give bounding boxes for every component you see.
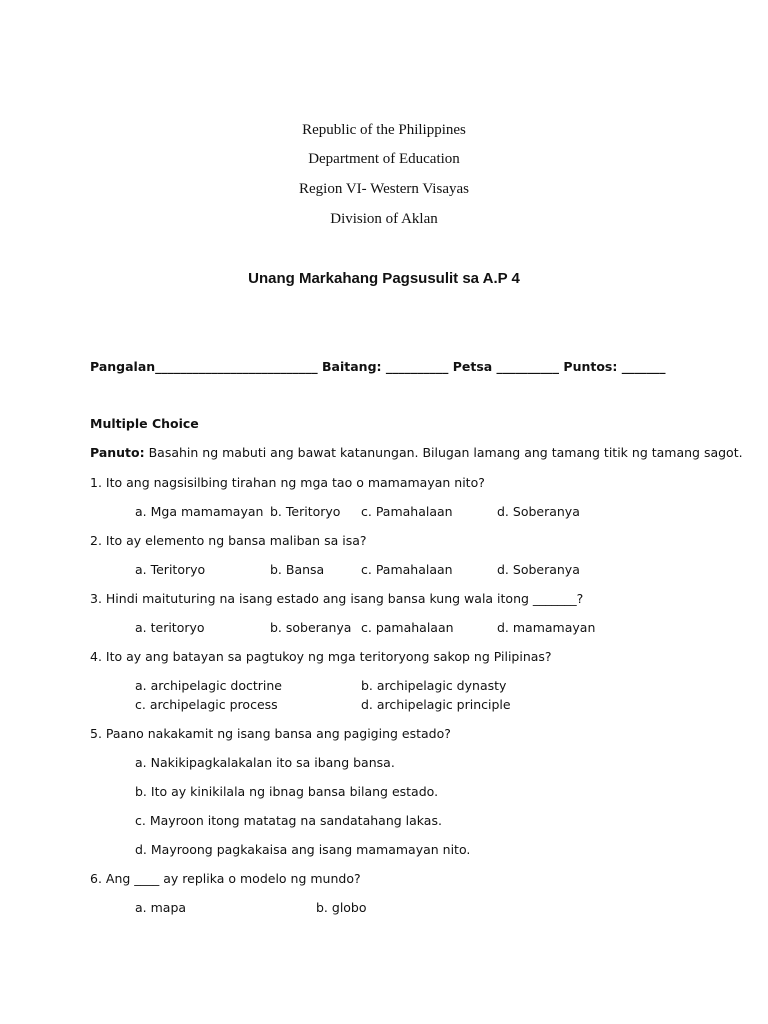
question-5: 5. Paano nakakamit ng isang bansa ang pagiging estado? [90, 726, 451, 741]
q6-choice-b[interactable]: b. globo [316, 900, 367, 915]
q5-choice-b[interactable]: b. Ito ay kinikilala ng ibnag bansa bilang estado. [135, 784, 439, 799]
q6-choice-a[interactable]: a. mapa [135, 900, 187, 915]
q2-choice-b[interactable]: b. Bansa [270, 562, 325, 577]
q4-choice-b[interactable]: b. archipelagic dynasty [361, 678, 507, 693]
q2-choice-a[interactable]: a. Teritoryo [135, 562, 206, 577]
q4-choice-d[interactable]: d. archipelagic principle [361, 697, 511, 712]
q4-choice-c[interactable]: c. archipelagic process [135, 697, 278, 712]
q3-choice-b[interactable]: b. soberanya [270, 620, 352, 635]
q1-choice-b[interactable]: b. Teritoryo [270, 504, 341, 519]
question-1: 1. Ito ang nagsisilbing tirahan ng mga tao o mamamayan nito? [90, 475, 485, 490]
student-info-line: Pangalan__________________________ Baitang: __________ Petsa __________ Puntos: _______ [90, 359, 666, 374]
q4-choice-a[interactable]: a. archipelagic doctrine [135, 678, 282, 693]
instructions-text: Basahin ng mabuti ang bawat katanungan. Bilugan lamang ang tamang titik ng tamang sagot. [144, 445, 743, 460]
q1-choice-d[interactable]: d. Soberanya [497, 504, 580, 519]
q3-choice-a[interactable]: a. teritoryo [135, 620, 205, 635]
header-division: Division of Aklan [330, 211, 438, 227]
instructions-label: Panuto: [90, 445, 145, 460]
header-republic: Republic of the Philippines [302, 122, 466, 138]
instructions [90, 445, 743, 460]
q2-choice-c[interactable]: c. Pamahalaan [361, 562, 453, 577]
exam-title: Unang Markahang Pagsusulit sa A.P 4 [248, 270, 520, 287]
section-heading: Multiple Choice [90, 416, 199, 431]
q3-choice-c[interactable]: c. pamahalaan [361, 620, 454, 635]
q1-choice-c[interactable]: c. Pamahalaan [361, 504, 453, 519]
q5-choice-c[interactable]: c. Mayroon itong matatag na sandatahang lakas. [135, 813, 442, 828]
question-3: 3. Hindi maituturing na isang estado ang isang bansa kung wala itong _______? [90, 591, 584, 606]
question-2: 2. Ito ay elemento ng bansa maliban sa isa? [90, 533, 367, 548]
q1-choice-a[interactable]: a. Mga mamamayan [135, 504, 264, 519]
header-department: Department of Education [308, 151, 460, 167]
question-4: 4. Ito ay ang batayan sa pagtukoy ng mga teritoryong sakop ng Pilipinas? [90, 649, 552, 664]
question-6: 6. Ang ____ ay replika o modelo ng mundo? [90, 871, 361, 886]
header-region: Region VI- Western Visayas [299, 181, 469, 197]
q3-choice-d[interactable]: d. mamamayan [497, 620, 596, 635]
q2-choice-d[interactable]: d. Soberanya [497, 562, 580, 577]
q5-choice-d[interactable]: d. Mayroong pagkakaisa ang isang mamamayan nito. [135, 842, 471, 857]
q5-choice-a[interactable]: a. Nakikipagkalakalan ito sa ibang bansa. [135, 755, 395, 770]
